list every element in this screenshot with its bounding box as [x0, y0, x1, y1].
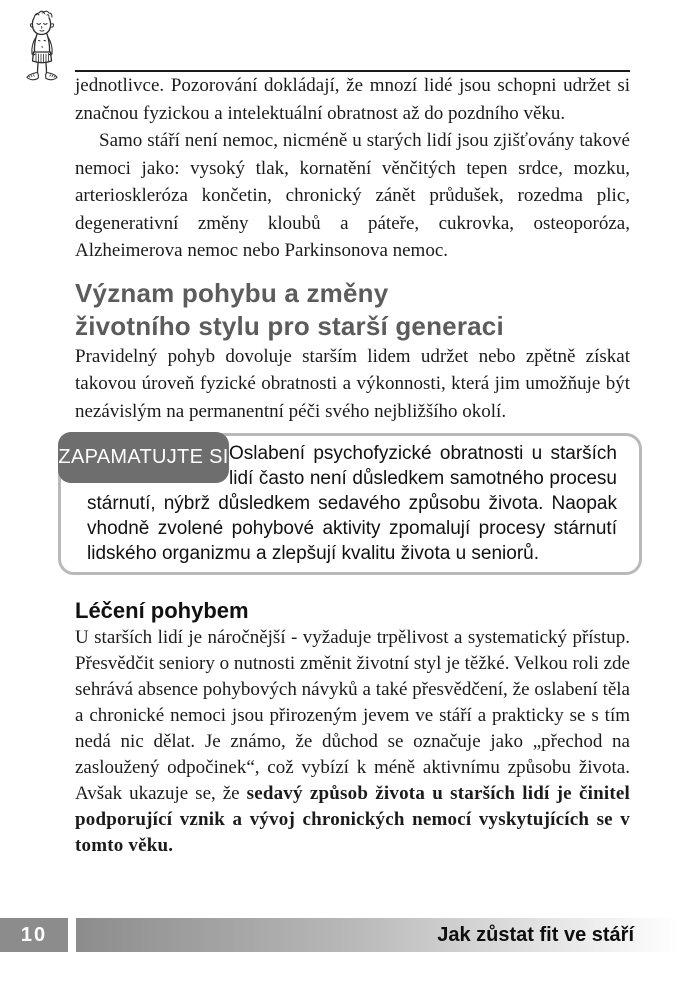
section-heading [75, 277, 630, 343]
section-heading-line2: životního stylu pro starší generaci [75, 310, 504, 341]
page-footer [0, 918, 700, 952]
remember-box [58, 433, 642, 575]
paragraph-continued: jednotlivce. Pozorování dokládají, že mnozí lidé jsou schopni udržet si značnou fyzickou a intelektuální obratnost až do pozdního věku. [75, 75, 630, 124]
section-heading-line1: Význam pohybu a změny [75, 277, 389, 308]
subsection-heading: Léčení pohybem [75, 598, 249, 623]
paragraph-treatment [75, 625, 630, 859]
footer-divider [68, 918, 76, 952]
paragraph-treatment-normal: U starších lidí je náročnější - vyžaduje trpělivost a systematický přístup. Přesvědčit seniory o nutnosti změnit životní styl je těžké. Velkou roli zde sehrává absence pohybových návyků a také přesvědčení, že oslabení těla a chronické nemoci jsou přirozeným jevem ve stáří a prakticky se s tím nedá nic dělat. Je známo, že důchod se označuje jako „přechod na zasloužený odpočinek“, což vybízí k méně aktivnímu způsobu života. Avšak ukazuje se, že [75, 627, 630, 804]
page-number: 10 [0, 918, 68, 952]
page-content [58, 72, 630, 859]
child-drawing-icon [21, 10, 63, 90]
footer-gradient-bar [76, 918, 700, 952]
paragraph-regular-movement: Pravidelný pohyb dovoluje starším lidem udržet nebo zpětně získat takovou úroveň fyzické obratnosti a výkonnosti, která jim umožňuje být nezávislým na permanentní péči svého nejbližšího okolí. [75, 345, 630, 422]
paragraph-diseases: Samo stáří není nemoc, nicméně u starých lidí jsou zjišťovány takové nemoci jako: vysoký tlak, kornatění věnčitých tepen srdce, mozku, arterioskleróza končetin, chronický zánět průdušek, rozedma plic, degenerativní změny kloubů a páteře, cukrovka, osteoporóza, Alzheimerova nemoc nebo Parkinsonova nemoc. [75, 130, 630, 261]
paragraph-treatment-bold: sedavý způsob života u starších lidí je činitel podporující vznik a vývoj chronických nemocí vyskytujících se v tomto věku. [75, 783, 630, 856]
footer-book-title: Jak zůstat fit ve stáří [437, 923, 634, 946]
remember-box-label: ZAPAMATUJTE SI [58, 432, 229, 483]
remember-box-text: Oslabení psychofyzické obratnosti u starších lidí často není důsledkem samotného procesu stárnutí, nýbrž důsledkem sedavého způsobu života. Naopak vhodně zvolené pohybové aktivity zpomalují procesy stárnutí lidského organizmu a zlepšují kvalitu života u seniorů. [87, 443, 617, 564]
